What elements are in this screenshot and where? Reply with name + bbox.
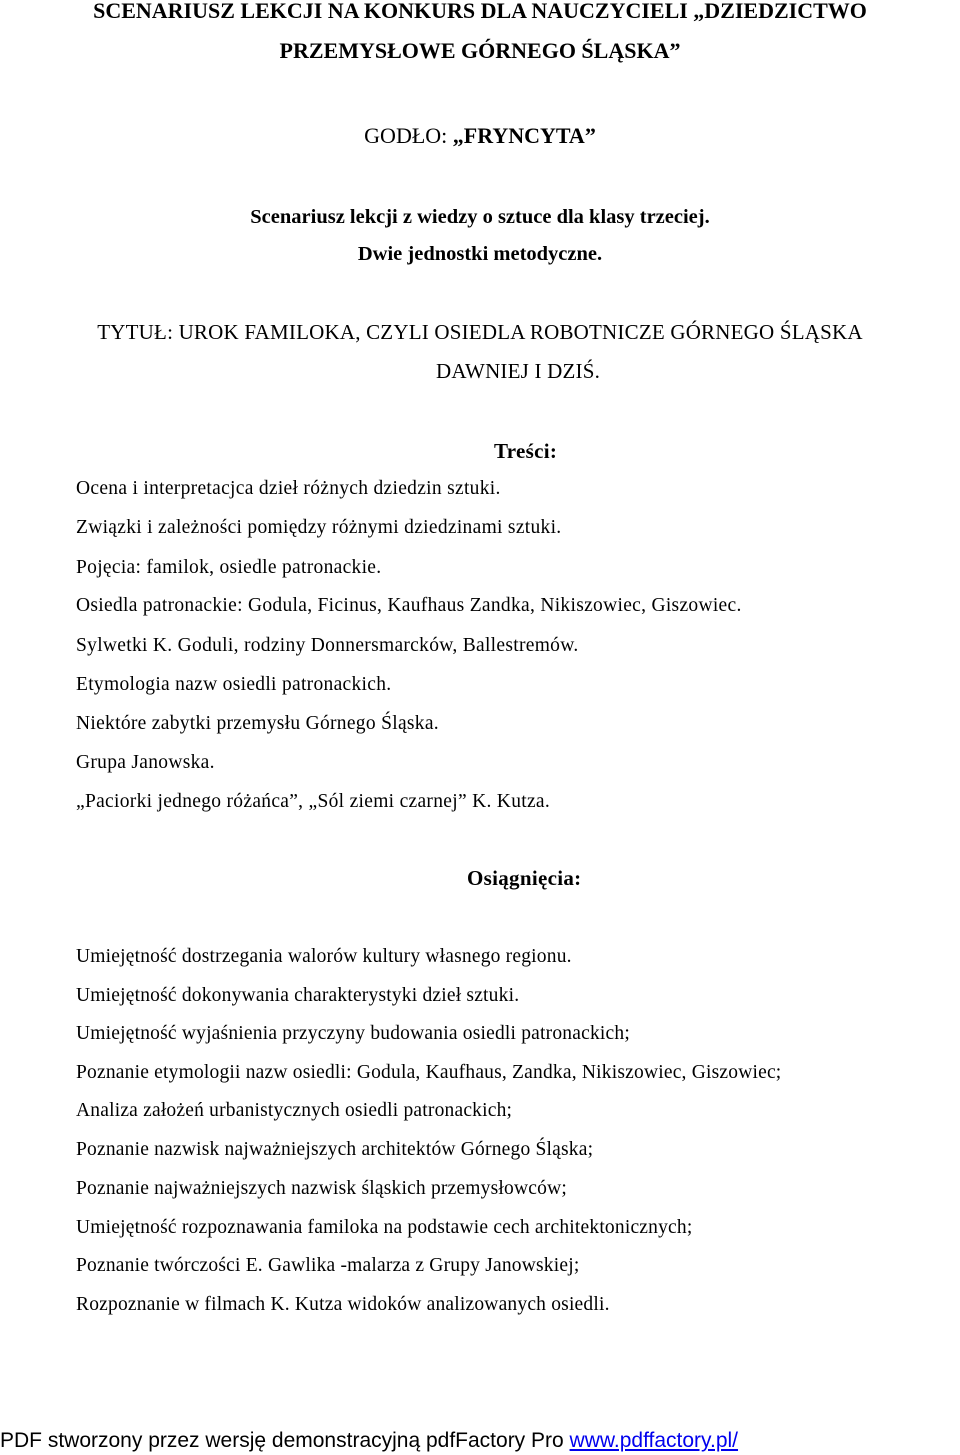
content-item: Sylwetki K. Goduli, rodziny Donnersmarcków, Ballestremów. [76,635,579,656]
achievement-item: Umiejętność dostrzegania walorów kultury własnego regionu. [76,946,572,967]
motto [0,123,960,149]
achievement-item: Umiejętność dokonywania charakterystyki dzieł sztuki. [76,985,520,1006]
content-item: Etymologia nazw osiedli patronackich. [76,674,392,695]
content-item: Ocena i interpretacjca dzieł różnych dziedzin sztuki. [76,478,501,499]
document-title-line-1: SCENARIUSZ LEKCJI NA KONKURS DLA NAUCZYCIELI „DZIEDZICTWO [93,0,867,23]
lesson-title-line-1: TYTUŁ: UROK FAMILOKA, CZYLI OSIEDLA ROBOTNICZE GÓRNEGO ŚLĄSKA [97,320,863,344]
footer-text: PDF stworzony przez wersję demonstracyjną pdfFactory Pro [0,1429,570,1452]
achievement-item: Poznanie etymologii nazw osiedli: Godula, Kaufhaus, Zandka, Nikiszowiec, Giszowiec; [76,1062,782,1083]
content-item: „Paciorki jednego różańca”, „Sól ziemi czarnej” K. Kutza. [76,791,551,812]
subtitle-line-2: Dwie jednostki metodyczne. [357,243,603,265]
subtitle-line-1: Scenariusz lekcji z wiedzy o sztuce dla klasy trzeciej. [250,206,710,228]
achievement-item: Rozpoznanie w filmach K. Kutza widoków analizowanych osiedli. [76,1294,610,1315]
achievement-item: Umiejętność rozpoznawania familoka na podstawie cech architektonicznych; [76,1217,693,1238]
pdf-footer [0,1428,738,1454]
achievement-item: Umiejętność wyjaśnienia przyczyny budowania osiedli patronackich; [76,1023,630,1044]
content-item: Niektóre zabytki przemysłu Górnego Śląska. [76,713,439,734]
content-item: Związki i zależności pomiędzy różnymi dziedzinami sztuki. [76,517,562,538]
achievement-item: Poznanie twórczości E. Gawlika -malarza z Grupy Janowskiej; [76,1255,580,1276]
lesson-title-line-2: DAWNIEJ I DZIŚ. [436,359,601,383]
document-title-line-2: PRZEMYSŁOWE GÓRNEGO ŚLĄSKA” [279,38,681,63]
content-item: Pojęcia: familok, osiedle patronackie. [76,557,382,578]
footer-link[interactable]: www.pdffactory.pl/ [569,1429,739,1452]
content-item: Osiedla patronackie: Godula, Ficinus, Kaufhaus Zandka, Nikiszowiec, Giszowiec. [76,595,742,616]
content-item: Grupa Janowska. [76,752,215,773]
achievement-item: Poznanie nazwisk najważniejszych architektów Górnego Śląska; [76,1139,594,1160]
motto-value: „FRYNCYTA” [452,123,596,148]
motto-prefix: GODŁO: [364,123,453,148]
achievements-heading: Osiągnięcia: [467,866,582,890]
achievement-item: Analiza założeń urbanistycznych osiedli patronackich; [76,1100,513,1121]
content-heading: Treści: [494,439,558,463]
achievement-item: Poznanie najważniejszych nazwisk śląskich przemysłowców; [76,1178,567,1199]
